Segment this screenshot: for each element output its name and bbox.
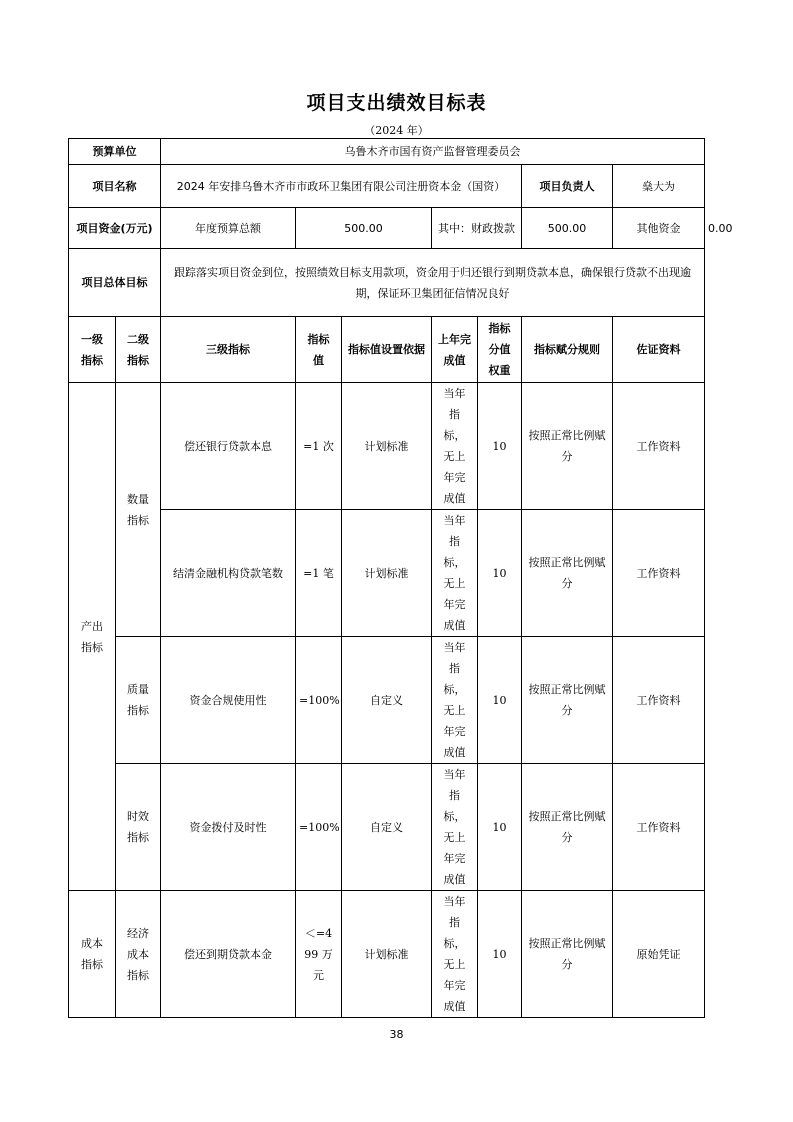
row-value: =100% — [296, 637, 342, 764]
page-number: 38 — [389, 1028, 404, 1041]
header-level2: 二级指标 — [127, 332, 149, 367]
table-row — [69, 637, 705, 764]
group-economic-cost: 经济成本指标 — [127, 926, 149, 982]
row-level3: 资金合规使用性 — [161, 637, 296, 764]
row-evidence: 工作资料 — [613, 764, 705, 891]
project-name-label: 项目名称 — [69, 165, 161, 208]
row-value: ＜=499 万元 — [304, 926, 333, 982]
row-prev: 当年指标，无上年完成值 — [443, 895, 466, 1013]
row-rule: 按照正常比例赋分 — [528, 429, 606, 463]
overall-goal-value: 跟踪落实项目资金到位，按照绩效目标支用款项，资金用于归还银行到期贷款本息，确保银行贷款不出现逾期，保证环卫集团征信情况良好 — [161, 249, 705, 317]
row-evidence: 原始凭证 — [613, 891, 705, 1018]
row-basis: 计划标准 — [342, 510, 432, 637]
row-basis: 自定义 — [342, 637, 432, 764]
row-rule: 按照正常比例赋分 — [528, 937, 606, 971]
year-label: （2024 年） — [364, 124, 429, 137]
table-row — [69, 383, 705, 510]
project-lead-label: 项目负责人 — [522, 165, 613, 208]
row-rule: 按照正常比例赋分 — [528, 683, 606, 717]
header-basis: 指标值设置依据 — [342, 317, 432, 383]
header-rule: 指标赋分规则 — [522, 317, 613, 383]
annual-budget-value: 500.00 — [296, 208, 432, 249]
unit-value: 乌鲁木齐市国有资产监督管理委员会 — [161, 139, 705, 165]
unit-row — [69, 139, 705, 165]
overall-goal-row — [69, 249, 705, 317]
row-evidence: 工作资料 — [613, 637, 705, 764]
row-basis: 计划标准 — [342, 891, 432, 1018]
unit-label: 预算单位 — [69, 139, 161, 165]
row-prev: 当年指标，无上年完成值 — [443, 768, 466, 886]
row-weight: 10 — [478, 510, 522, 637]
fiscal-allocation-label: 其中：财政拨款 — [432, 208, 522, 249]
other-funds-label: 其他资金 — [613, 208, 705, 249]
row-weight: 10 — [478, 764, 522, 891]
row-level3: 资金拨付及时性 — [161, 764, 296, 891]
row-prev: 当年指标，无上年完成值 — [443, 641, 466, 759]
row-evidence: 工作资料 — [613, 383, 705, 510]
fund-label: 项目资金(万元) — [69, 208, 161, 249]
group-quality: 质量指标 — [127, 683, 149, 717]
header-level1: 一级指标 — [81, 332, 103, 367]
project-lead-value: 燊大为 — [613, 165, 705, 208]
header-level3: 三级指标 — [161, 317, 296, 383]
row-basis: 自定义 — [342, 764, 432, 891]
row-weight: 10 — [478, 891, 522, 1018]
fiscal-allocation-value: 500.00 — [522, 208, 613, 249]
row-prev: 当年指标，无上年完成值 — [443, 514, 466, 632]
overall-goal-label: 项目总体目标 — [69, 249, 161, 317]
row-rule: 按照正常比例赋分 — [528, 556, 606, 590]
table-row — [69, 891, 705, 1018]
header-row — [69, 317, 705, 383]
table-row — [69, 510, 705, 637]
header-prev-value: 上年完成值 — [438, 332, 471, 367]
header-indicator-value: 指标值 — [307, 332, 330, 367]
header-weight: 指标分值权重 — [488, 322, 511, 377]
row-value: =100% — [296, 764, 342, 891]
table-row — [69, 764, 705, 891]
group-timeliness: 时效指标 — [127, 810, 149, 844]
project-name-value: 2024 年安排乌鲁木齐市市政环卫集团有限公司注册资本金（国资） — [161, 165, 522, 208]
row-value: =1 笔 — [296, 510, 342, 637]
row-basis: 计划标准 — [342, 383, 432, 510]
group-cost: 成本指标 — [81, 937, 103, 971]
row-level3: 偿还银行贷款本息 — [161, 383, 296, 510]
row-level3: 结清金融机构贷款笔数 — [161, 510, 296, 637]
row-prev: 当年指标，无上年完成值 — [443, 387, 466, 505]
row-weight: 10 — [478, 637, 522, 764]
fund-row: 项目资金(万元) 年度预算总额 500.00 其中：财政拨款 500.00 其他资金 0.00 — [69, 208, 705, 249]
row-rule: 按照正常比例赋分 — [528, 810, 606, 844]
group-quantity: 数量指标 — [127, 492, 149, 527]
annual-budget-label: 年度预算总额 — [161, 208, 296, 249]
row-weight: 10 — [478, 383, 522, 510]
row-value: =1 次 — [296, 383, 342, 510]
row-evidence: 工作资料 — [613, 510, 705, 637]
group-output: 产出指标 — [81, 619, 103, 654]
page-title: 项目支出绩效目标表 — [306, 92, 487, 114]
row-level3: 偿还到期贷款本金 — [161, 891, 296, 1018]
project-name-row — [69, 165, 705, 208]
header-evidence: 佐证资料 — [613, 317, 705, 383]
performance-table — [68, 138, 733, 1018]
